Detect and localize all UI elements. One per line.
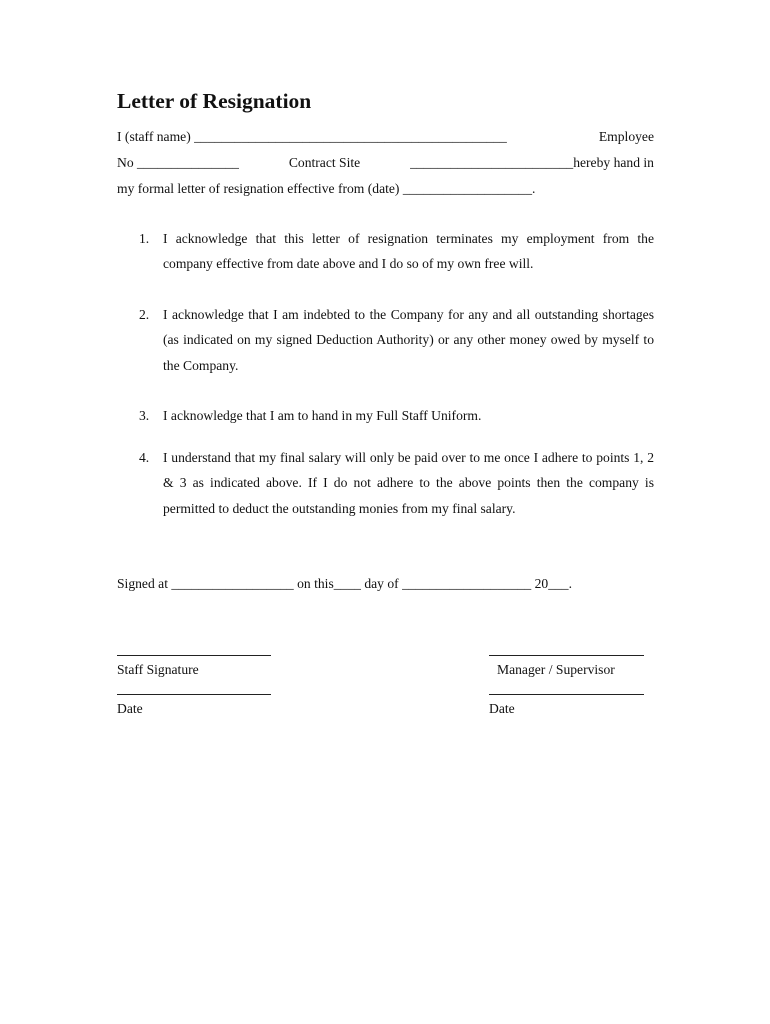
- manager-date-rule: [489, 694, 644, 695]
- staff-name-field: I (staff name) ______________________________________________: [117, 129, 507, 144]
- employee-label: Employee: [598, 129, 654, 144]
- intro-line-2: [117, 150, 654, 176]
- staff-signature-rule: [117, 655, 271, 656]
- list-item-number: 4.: [139, 450, 150, 465]
- list-item-text: I acknowledge that this letter of resignation terminates my employment from the company effective from date above and I do so of my own free will.: [163, 231, 654, 272]
- list-item-text: I acknowledge that I am to hand in my Full Staff Uniform.: [163, 408, 482, 423]
- contract-site-label: Contract Site: [288, 155, 361, 170]
- list-item-text: I acknowledge that I am indebted to the Company for any and all outstanding shortages (as indicated on my signed Deduction Authority) or any other money owed by myself to the Company.: [163, 307, 654, 373]
- document-title: Letter of Resignation: [117, 89, 312, 113]
- intro-line-1: [117, 124, 654, 150]
- list-item-text: I understand that my final salary will only be paid over to me once I adhere to points 1, 2 & 3 as indicated above. If I do not adhere to the above points then the company is permitted to deduct the outstanding monies from my final salary.: [163, 450, 654, 516]
- staff-signature-label: Staff Signature: [117, 662, 199, 677]
- manager-signature-rule: [489, 655, 644, 656]
- list-item-number: 1.: [139, 231, 150, 246]
- manager-supervisor-label: Manager / Supervisor: [497, 662, 615, 677]
- list-item-number: 2.: [139, 307, 150, 322]
- employee-no-field: No _______________: [117, 155, 239, 170]
- manager-date-label: Date: [489, 701, 515, 716]
- contract-site-field: ________________________hereby hand in: [410, 155, 654, 170]
- staff-date-rule: [117, 694, 271, 695]
- list-item-number: 3.: [139, 408, 150, 423]
- signed-at-line: Signed at __________________ on this____ day of ___________________ 20___.: [117, 576, 572, 591]
- staff-date-label: Date: [117, 701, 143, 716]
- intro-line-3: my formal letter of resignation effective from (date) ___________________.: [117, 181, 536, 196]
